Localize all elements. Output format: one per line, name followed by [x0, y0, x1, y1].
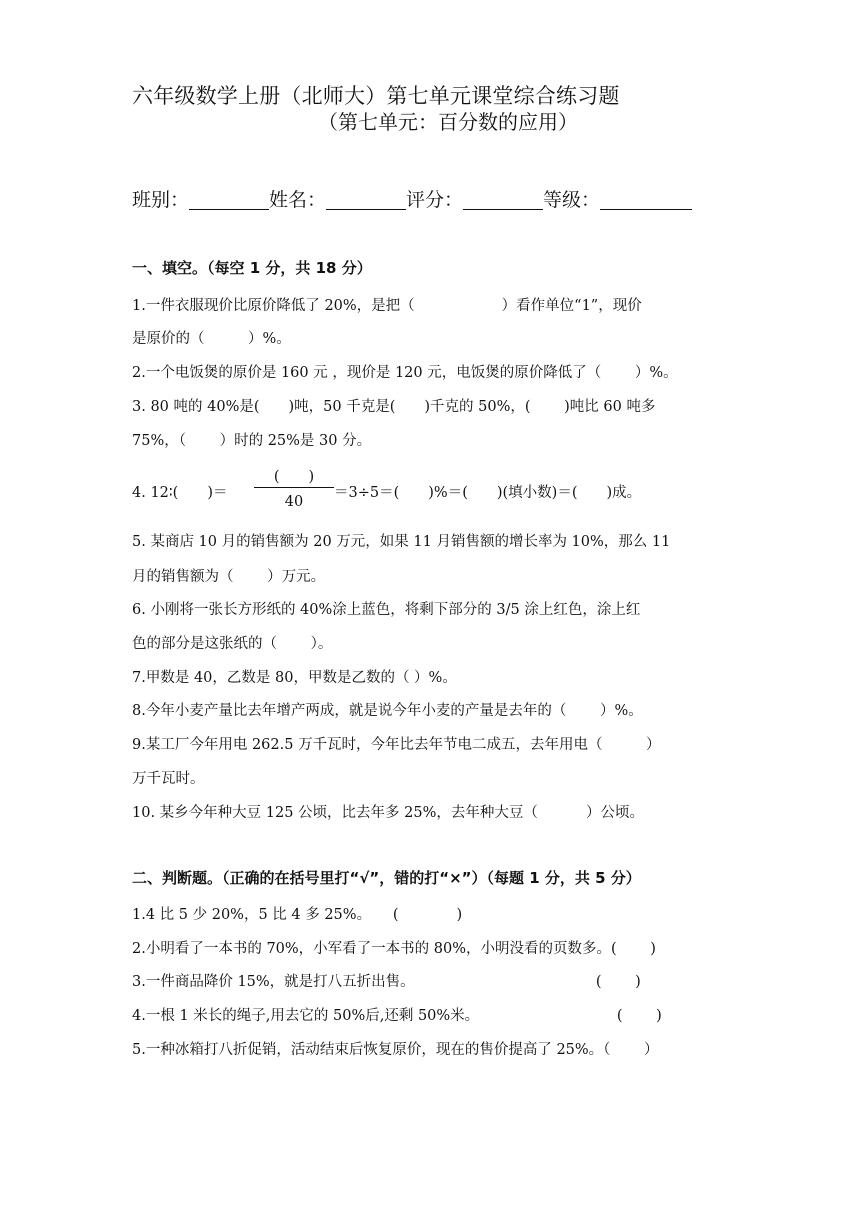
- judge-q5: 5.一种冰箱打八折促销，活动结束后恢复原价，现在的售价提高了 25%。（ ）: [132, 1042, 659, 1058]
- q9-line2: 万千瓦时。: [132, 771, 205, 787]
- section2-heading: 二、判断题。（正确的在括号里打“√”，错的打“×”）（每题 1 分，共 5 分）: [132, 869, 641, 887]
- document-title: 六年级数学上册（北师大）第七单元课堂综合练习题: [132, 84, 620, 108]
- name-label: 姓名：: [269, 189, 327, 211]
- judge-q4: 4.一根 1 米长的绳子,用去它的 50%后,还剩 50%米。 ( ): [132, 1008, 662, 1024]
- score-blank[interactable]: [463, 191, 543, 210]
- q3-line2: 75%，（ ）时的 25%是 30 分。: [132, 433, 372, 449]
- student-info-row: [132, 185, 692, 212]
- judge-q1: 1.4 比 5 少 20%，5 比 4 多 25%。 ( ): [132, 907, 463, 923]
- judge-q2: 2.小明看了一本书的 70%，小军看了一本书的 80%，小明没看的页数多。( ): [132, 941, 656, 957]
- q3-line1: 3. 80 吨的 40%是( )吨，50 千克是( )千克的 50%，( )吨比 60 吨多: [132, 399, 656, 415]
- class-blank[interactable]: [189, 191, 269, 210]
- grade-blank[interactable]: [600, 191, 692, 210]
- q4-fraction-numerator: ( ): [254, 465, 334, 488]
- q4-fraction: [254, 465, 334, 510]
- score-label: 评分：: [406, 189, 464, 211]
- judge-q3: 3.一件商品降价 15%，就是打八五折出售。 ( ): [132, 974, 641, 990]
- q5-line2: 月的销售额为（ ）万元。: [132, 569, 326, 585]
- q4-fraction-denominator: 40: [284, 494, 304, 510]
- q9-line1: 9.某工厂今年用电 262.5 万千瓦时，今年比去年节电二成五，去年用电（ ）: [132, 737, 661, 753]
- section1-heading: 一、填空。（每空 1 分，共 18 分）: [132, 259, 372, 277]
- document-subtitle: （第七单元：百分数的应用）: [318, 110, 578, 134]
- q4-prefix: 4. 12∶( )＝: [132, 485, 228, 501]
- q7: 7.甲数是 40，乙数是 80，甲数是乙数的（ ）%。: [132, 670, 457, 686]
- q1-line1: 1.一件衣服现价比原价降低了 20%，是把（ ）看作单位“1”，现价: [132, 298, 642, 314]
- q2: 2.一个电饭煲的原价是 160 元 ，现价是 120 元，电饭煲的原价降低了（ ）%。: [132, 365, 678, 381]
- q8: 8.今年小麦产量比去年增产两成，就是说今年小麦的产量是去年的（ ）%。: [132, 703, 643, 719]
- q6-line2: 色的部分是这张纸的（ ）。: [132, 636, 333, 652]
- q10: 10. 某乡今年种大豆 125 公顷，比去年多 25%，去年种大豆（ ）公顷。: [132, 805, 645, 821]
- q5-line1: 5. 某商店 10 月的销售额为 20 万元，如果 11 月销售额的增长率为 10%，那么 11: [132, 534, 671, 550]
- grade-label: 等级：: [543, 189, 601, 211]
- name-blank[interactable]: [326, 191, 406, 210]
- q1-line2: 是原价的（ ）%。: [132, 331, 291, 347]
- q4-suffix: ＝3÷5＝( )%＝( )(填小数)＝( )成。: [334, 485, 642, 501]
- q6-line1: 6. 小刚将一张长方形纸的 40%涂上蓝色，将剩下部分的 3/5 涂上红色，涂上红: [132, 602, 641, 618]
- class-label: 班别：: [132, 189, 190, 211]
